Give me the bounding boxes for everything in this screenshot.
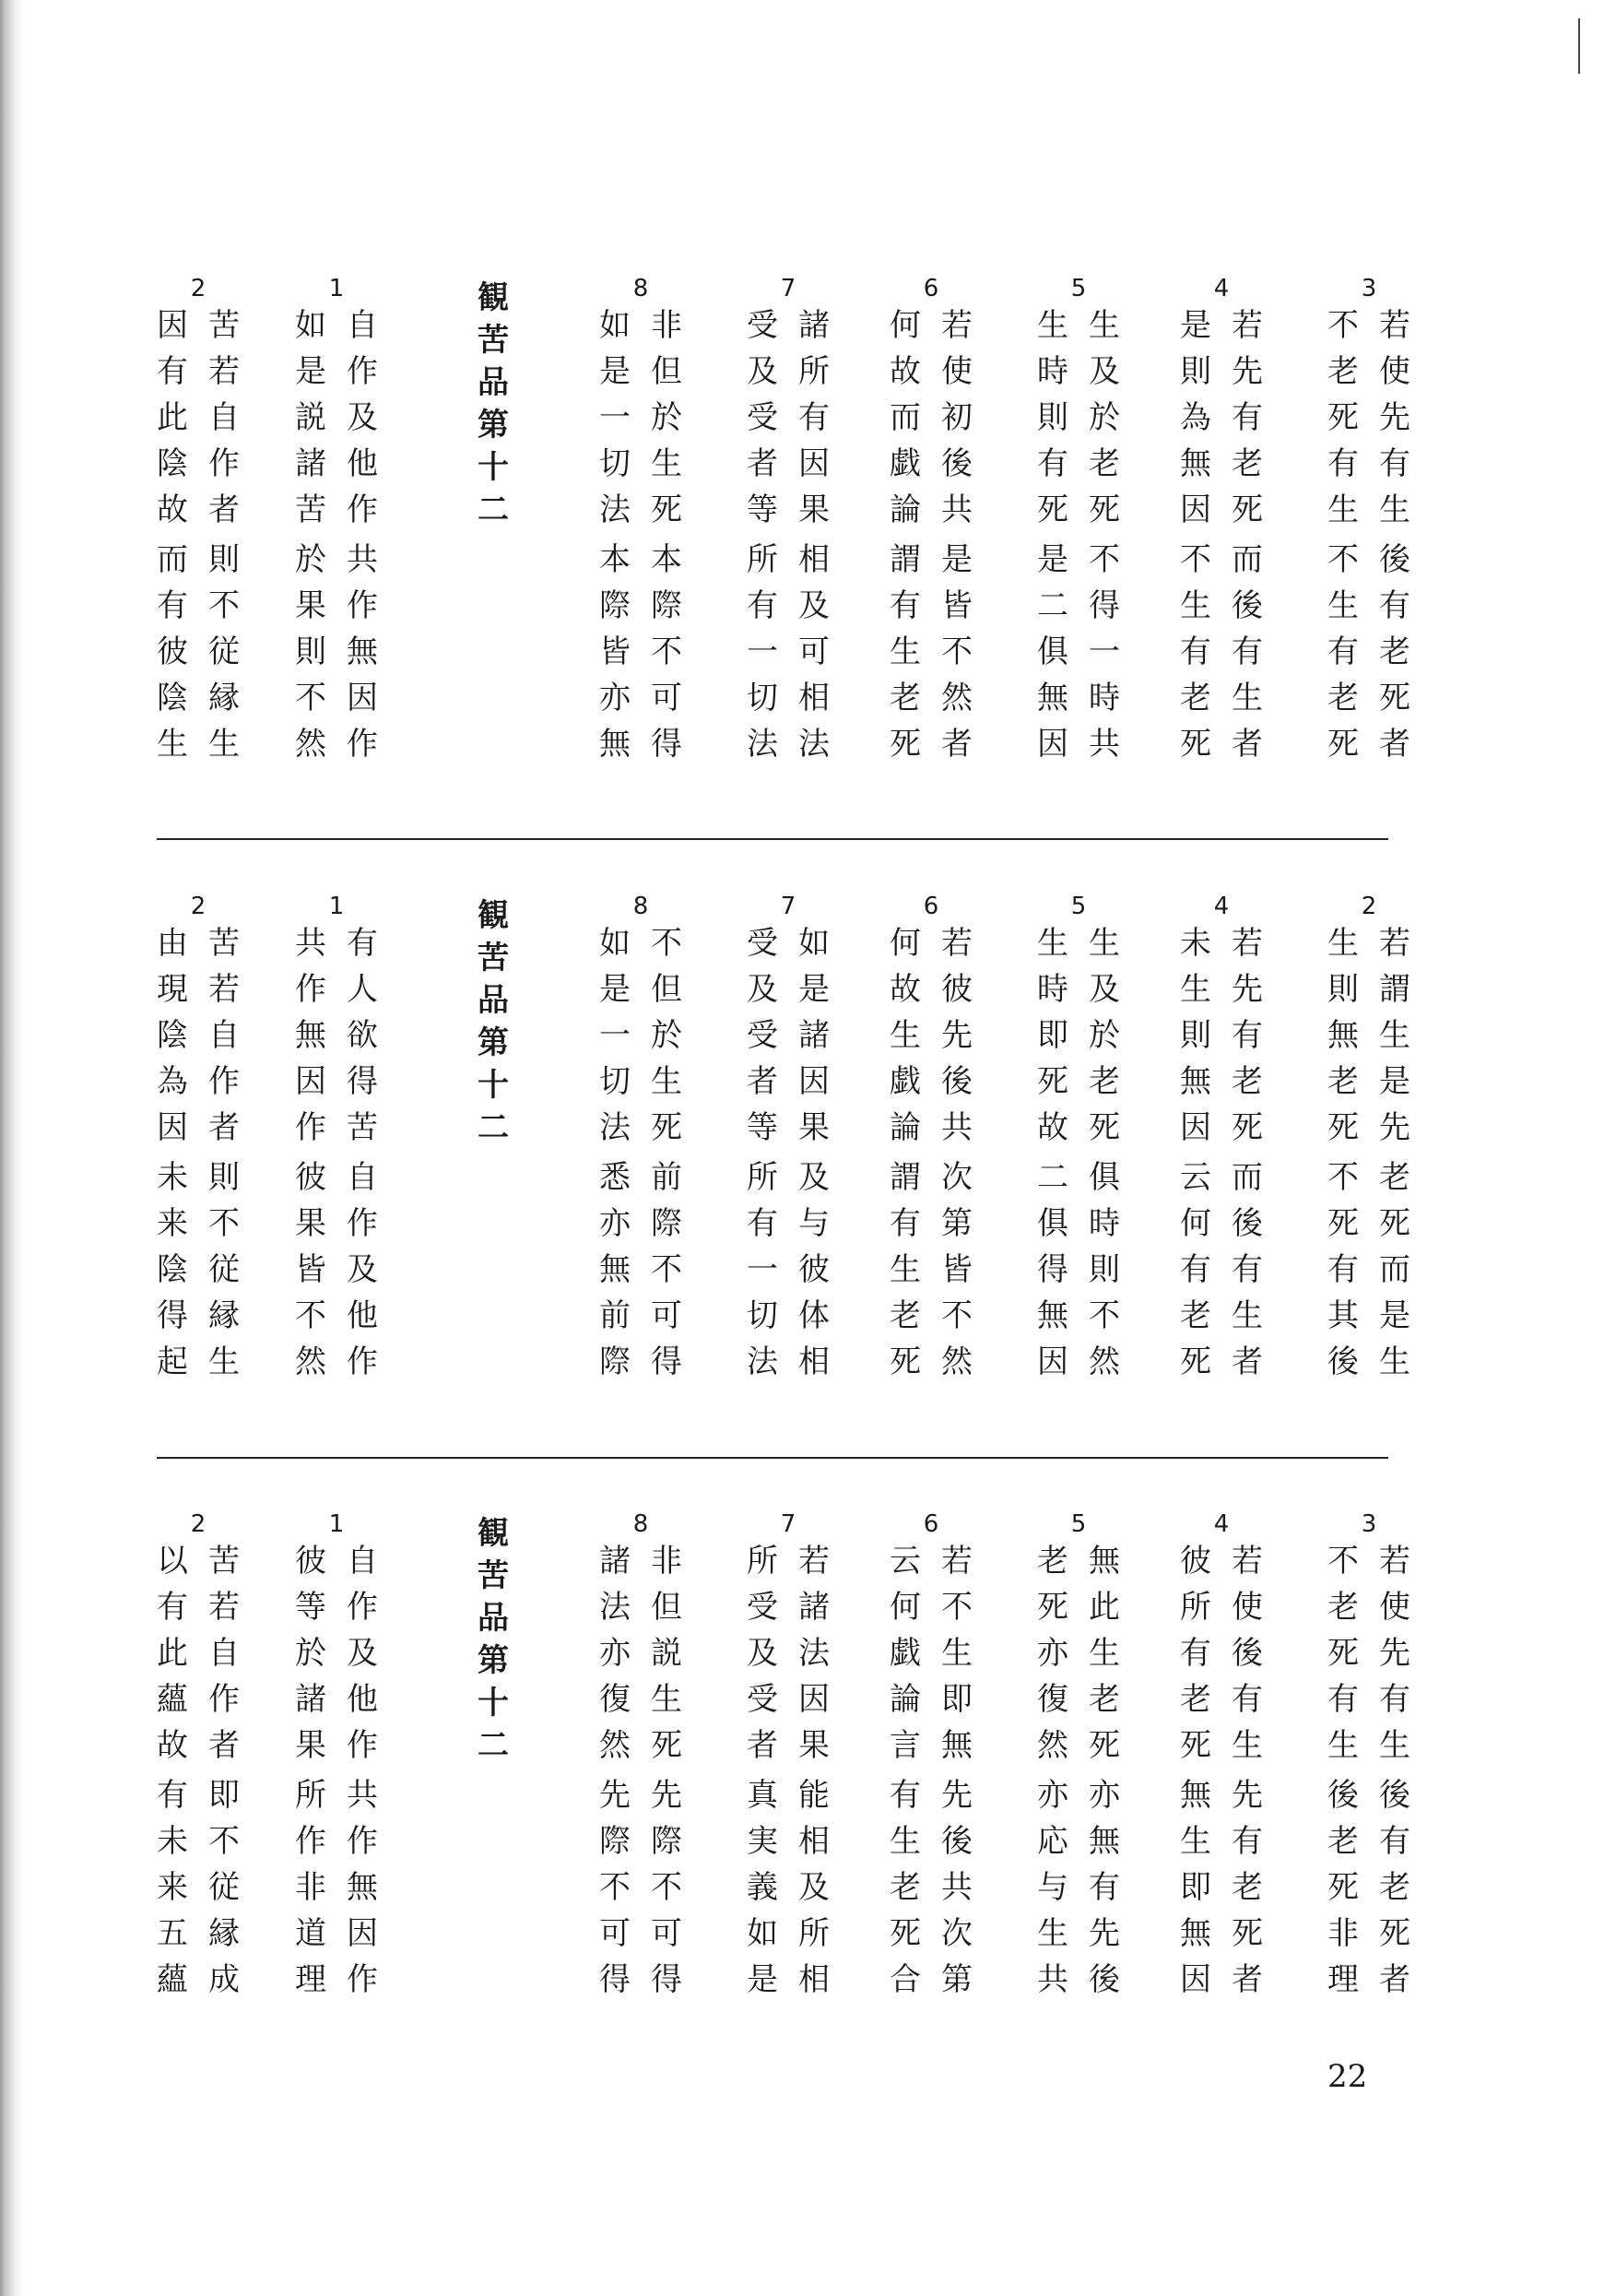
verse-number: 8: [632, 893, 649, 920]
verse: [1171, 1512, 1272, 2065]
verse: [737, 277, 839, 830]
verse-line: 受 及 受 者 等: [747, 307, 778, 528]
verse-line: 二 俱 得 無 因: [1037, 1159, 1068, 1380]
verse-line: 而 後 有 生 者: [1232, 1159, 1263, 1380]
verse-panel: [147, 275, 1410, 830]
verse: [1318, 1512, 1420, 2065]
verse-number: 4: [1213, 275, 1230, 302]
verse-line: 共 作 無 因 作: [347, 541, 378, 763]
verse-number: 7: [780, 893, 796, 920]
verse: [1171, 894, 1272, 1448]
verse: [147, 894, 249, 1448]
verse-line: 不 但 於 生 死: [651, 925, 682, 1146]
verse-line: 自 作 及 他 作: [347, 1543, 378, 1764]
verse-line: 不 得 一 時 共: [1089, 541, 1120, 763]
verse-line: 是 則 為 無 因: [1180, 307, 1211, 528]
verse-line: 是 二 俱 無 因: [1037, 541, 1068, 763]
verse-line: 若 使 先 有 生: [1379, 307, 1410, 528]
verse-line: 老 死 而 是 生: [1379, 1159, 1410, 1380]
verse-line: 次 第 皆 不 然: [941, 1159, 973, 1380]
verse-line: 生 及 於 老 死: [1089, 925, 1120, 1146]
verse-number: 2: [190, 893, 206, 920]
verse-panel: [147, 1510, 1410, 2065]
verse: [147, 1512, 249, 2065]
verse-number: 3: [1361, 1510, 1377, 1538]
verse-line: 而 有 彼 陰 生: [157, 541, 188, 763]
verse-line: 所 有 一 切 法: [747, 1159, 778, 1380]
panel-divider: [157, 838, 1388, 840]
verse-line: 有 生 老 死 合: [890, 1777, 921, 1998]
verse-line: 本 際 不 可 得: [651, 541, 682, 763]
verse-line: 若 使 初 後 共: [941, 307, 973, 528]
verse: [737, 894, 839, 1448]
verse-line: 即 不 従 縁 成: [208, 1777, 240, 1998]
verse-line: 無 生 即 無 因: [1180, 1777, 1211, 1998]
chapter-title: 観 苦 品 第 十 二: [478, 897, 509, 1146]
verse: [147, 277, 249, 830]
verse-panel: [147, 893, 1410, 1448]
verse-line: 謂 有 生 老 死: [890, 541, 921, 763]
verse-line: 苦 若 自 作 者: [208, 1543, 240, 1764]
verse: [737, 1512, 839, 2065]
verse-line: 彼 等 於 諸 果: [295, 1543, 326, 1764]
verse-line: 謂 有 生 老 死: [890, 1159, 921, 1380]
verse-line: 若 使 先 有 生: [1379, 1543, 1410, 1764]
verse-line: 先 後 共 次 第: [941, 1777, 973, 1998]
verse-line: 若 彼 先 後 共: [941, 925, 973, 1146]
verse-line: 不 老 死 有 生: [1327, 1543, 1359, 1764]
verse-line: 不 老 死 有 生: [1327, 307, 1359, 528]
scan-edge-shadow: [0, 0, 24, 2296]
verse-line: 前 際 不 可 得: [651, 1159, 682, 1380]
verse-line: 共 作 無 因 作: [347, 1777, 378, 1998]
verse-line: 云 何 有 老 死: [1180, 1159, 1211, 1380]
verse-line: 後 有 老 死 者: [1379, 541, 1410, 763]
verse-line: 所 受 及 受 者: [747, 1543, 778, 1764]
verse: [1171, 277, 1272, 830]
verse-line: 則 不 従 縁 生: [208, 1159, 240, 1380]
verse-line: 若 謂 生 是 先: [1379, 925, 1410, 1146]
verse-line: 未 生 則 無 因: [1180, 925, 1211, 1146]
verse: [880, 894, 982, 1448]
verse-line: 何 故 而 戯 論: [890, 307, 921, 528]
verse-line: 受 及 受 者 等: [747, 925, 778, 1146]
verse-number: 6: [923, 893, 939, 920]
verse: [1318, 277, 1420, 830]
verse-line: 彼 所 有 老 死: [1180, 1543, 1211, 1764]
verse-line: 生 則 無 老 死: [1327, 925, 1359, 1146]
verse-number: 1: [328, 275, 345, 302]
verse-line: 悉 亦 無 前 際: [599, 1159, 631, 1380]
verse-line: 諸 所 有 因 果: [798, 307, 830, 528]
verse-line: 因 有 此 陰 故: [157, 307, 188, 528]
verse-line: 彼 果 皆 不 然: [295, 1159, 326, 1380]
verse-line: 老 死 亦 復 然: [1037, 1543, 1068, 1764]
verse-line: 生 時 即 死 故: [1037, 925, 1068, 1146]
verse-line: 後 老 死 非 理: [1327, 1777, 1359, 1998]
verse-number: 4: [1213, 893, 1230, 920]
verse-number: 7: [780, 275, 796, 302]
page-number: 22: [1327, 2058, 1368, 2095]
verse-line: 苦 若 自 作 者: [208, 307, 240, 528]
verse-line: 先 際 不 可 得: [599, 1777, 631, 1998]
verse-line: 如 是 一 切 法: [599, 307, 631, 528]
verse: [590, 277, 691, 830]
verse-line: 若 諸 法 因 果: [798, 1543, 830, 1764]
verse: [1318, 894, 1420, 1448]
verse-line: 自 作 及 他 作: [347, 307, 378, 528]
verse-line: 自 作 及 他 作: [347, 1159, 378, 1380]
verse-line: 苦 若 自 作 者: [208, 925, 240, 1146]
verse-line: 不 生 有 老 死: [1327, 541, 1359, 763]
verse-line: 而 後 有 生 者: [1232, 541, 1263, 763]
verse-line: 生 及 於 老 死: [1089, 307, 1120, 528]
verse-line: 後 有 老 死 者: [1379, 1777, 1410, 1998]
verse: [286, 277, 387, 830]
verse-line: 能 相 及 所 相: [798, 1777, 830, 1998]
verse-line: 由 現 陰 為 因: [157, 925, 188, 1146]
verse-line: 以 有 此 蘊 故: [157, 1543, 188, 1764]
verse-line: 是 皆 不 然 者: [941, 541, 973, 763]
verse-line: 生 時 則 有 死: [1037, 307, 1068, 528]
verse-line: 若 不 生 即 無: [941, 1543, 973, 1764]
verse: [880, 1512, 982, 2065]
verse-line: 如 是 説 諸 苦: [295, 307, 326, 528]
verse-number: 6: [923, 275, 939, 302]
verse: [286, 1512, 387, 2065]
verse-line: 非 但 於 生 死: [651, 307, 682, 528]
verse-line: 不 死 有 其 後: [1327, 1159, 1359, 1380]
verse-number: 7: [780, 1510, 796, 1538]
verse-number: 6: [923, 1510, 939, 1538]
verse-line: 先 有 老 死 者: [1232, 1777, 1263, 1998]
verse-number: 8: [632, 275, 649, 302]
verse-number: 2: [190, 275, 206, 302]
verse-line: 所 有 一 切 法: [747, 541, 778, 763]
verse: [286, 894, 387, 1448]
verse-line: 則 不 従 縁 生: [208, 541, 240, 763]
verse-line: 共 作 無 因 作: [295, 925, 326, 1146]
verse-number: 2: [1361, 893, 1377, 920]
chapter-title: 観 苦 品 第 十 二: [478, 279, 509, 528]
verse-number: 5: [1070, 1510, 1087, 1538]
verse-line: 有 未 来 五 蘊: [157, 1777, 188, 1998]
verse-line: 有 人 欲 得 苦: [347, 925, 378, 1146]
verse: [590, 894, 691, 1448]
verse-line: 不 生 有 老 死: [1180, 541, 1211, 763]
chapter-title: 観 苦 品 第 十 二: [478, 1515, 509, 1764]
verse-number: 2: [190, 1510, 206, 1538]
verse-line: 未 来 陰 得 起: [157, 1159, 188, 1380]
verse-line: 何 故 生 戯 論: [890, 925, 921, 1146]
verse-line: 亦 応 与 生 共: [1037, 1777, 1068, 1998]
verse: [880, 277, 982, 830]
verse-line: 先 際 不 可 得: [651, 1777, 682, 1998]
verse-line: 亦 無 有 先 後: [1089, 1777, 1120, 1998]
verse-line: 若 先 有 老 死: [1232, 925, 1263, 1146]
verse-number: 1: [328, 893, 345, 920]
verse-number: 5: [1070, 893, 1087, 920]
verse-line: 如 是 一 切 法: [599, 925, 631, 1146]
verse: [1028, 277, 1129, 830]
verse: [1028, 1512, 1129, 2065]
verse: [590, 1512, 691, 2065]
verse-number: 3: [1361, 275, 1377, 302]
verse-number: 4: [1213, 1510, 1230, 1538]
verse-line: 俱 時 則 不 然: [1089, 1159, 1120, 1380]
verse-line: 諸 法 亦 復 然: [599, 1543, 631, 1764]
verse-line: 非 但 説 生 死: [651, 1543, 682, 1764]
verse: [1028, 894, 1129, 1448]
verse-line: 及 与 彼 体 相: [798, 1159, 830, 1380]
verse-line: 若 使 後 有 生: [1232, 1543, 1263, 1764]
verse-line: 所 作 非 道 理: [295, 1777, 326, 1998]
scan-edge-mark: [1578, 18, 1580, 74]
verse-line: 云 何 戯 論 言: [890, 1543, 921, 1764]
verse-line: 如 是 諸 因 果: [798, 925, 830, 1146]
verse-number: 8: [632, 1510, 649, 1538]
verse-line: 本 際 皆 亦 無: [599, 541, 631, 763]
verse-line: 若 先 有 老 死: [1232, 307, 1263, 528]
verse-number: 5: [1070, 275, 1087, 302]
verse-line: 相 及 可 相 法: [798, 541, 830, 763]
verse-line: 真 実 義 如 是: [747, 1777, 778, 1998]
verse-line: 無 此 生 老 死: [1089, 1543, 1120, 1764]
panel-divider: [157, 1457, 1388, 1459]
verse-line: 於 果 則 不 然: [295, 541, 326, 763]
verse-number: 1: [328, 1510, 345, 1538]
